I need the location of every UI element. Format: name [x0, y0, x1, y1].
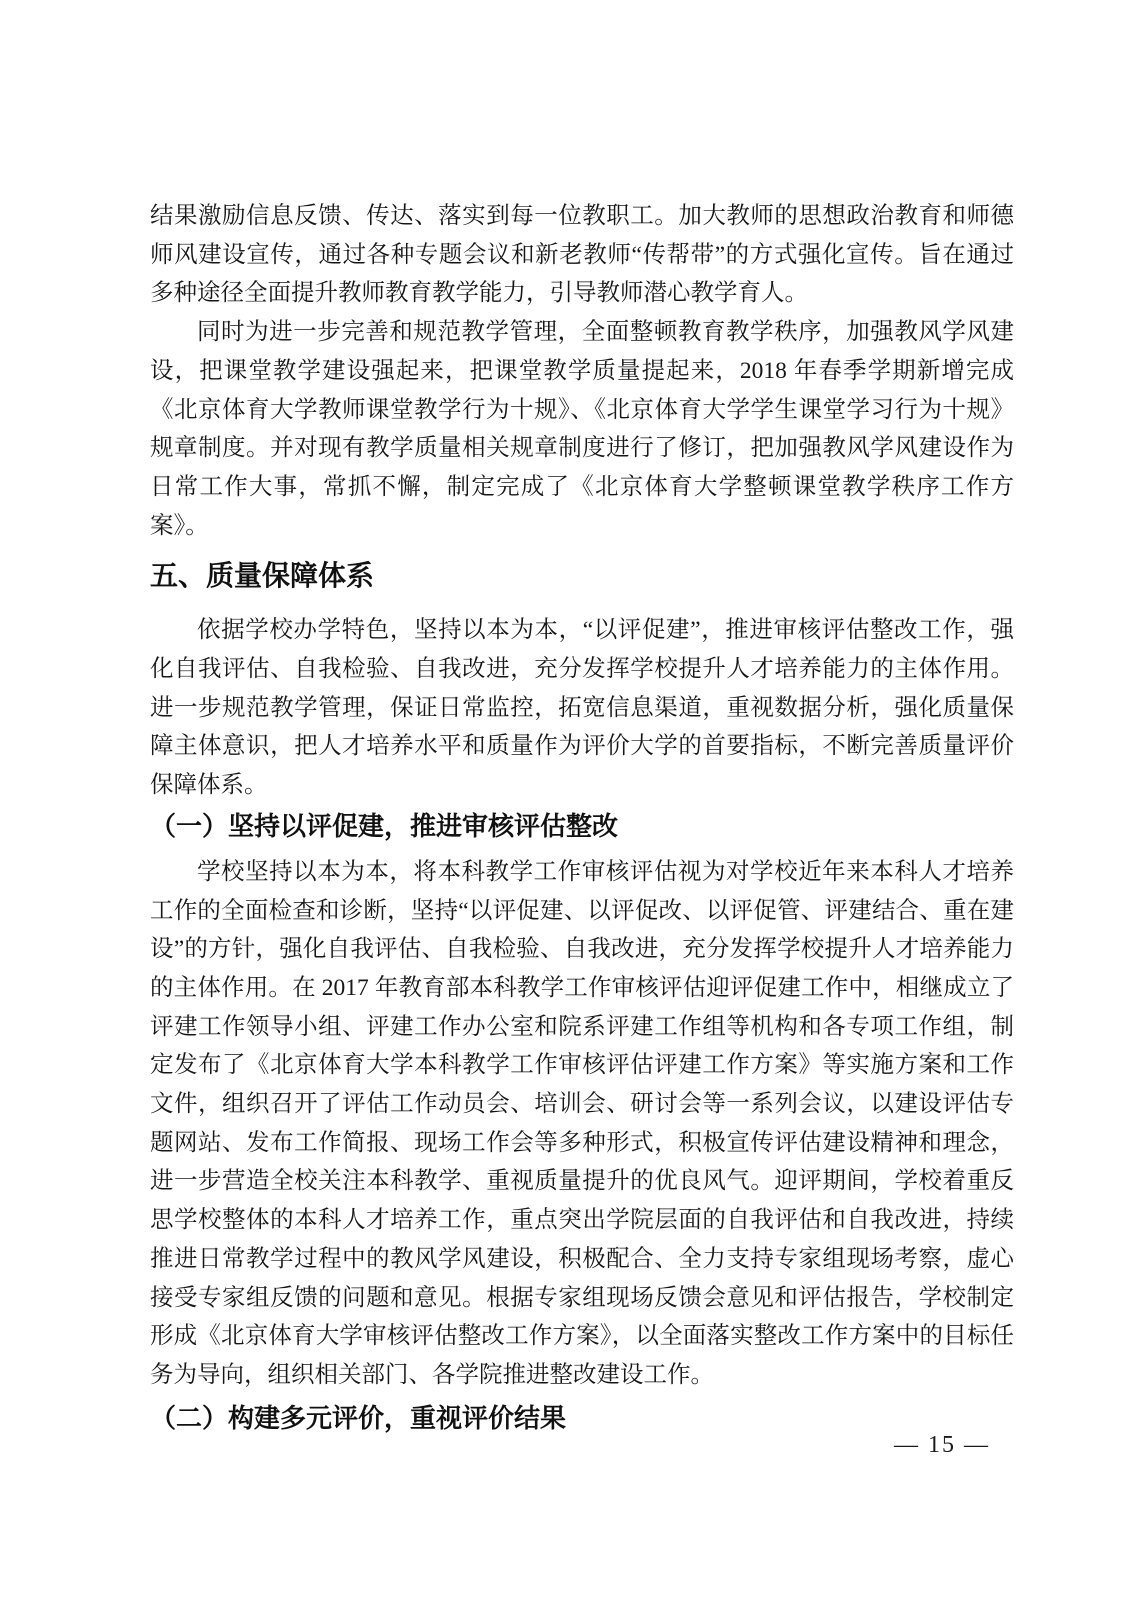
- heading-section-5-quality-assurance: 五、质量保障体系: [150, 560, 375, 592]
- document-content: [150, 197, 1014, 1435]
- page-number: — 15 —: [894, 1432, 990, 1458]
- heading-sub-1-evaluation-rectification: （一）坚持以评促建，推进审核评估整改: [150, 810, 619, 841]
- paragraph-continuation-teacher-ethics: 结果激励信息反馈、传达、落实到每一位教职工。加大教师的思想政治教育和师德师风建设宣传，通过各种专题会议和新老教师“传帮带”的方式强化宣传。旨在通过多种途径全面提升教师教育教学能力，引导教师潜心教学育人。: [150, 203, 1014, 307]
- paragraph-quality-assurance-overview: 依据学校办学特色，坚持以本为本，“以评促建”，推进审核评估整改工作，强化自我评估、自我检验、自我改进，充分发挥学校提升人才培养能力的主体作用。进一步规范教学管理，保证日常监控，拓宽信息渠道，重视数据分析，强化质量保障主体意识，把人才培养水平和质量作为评价大学的首要指标，不断完善质量评价保障体系。: [150, 617, 1014, 799]
- paragraph-audit-evaluation-work: 学校坚持以本为本，将本科教学工作审核评估视为对学校近年来本科人才培养工作的全面检查和诊断，坚持“以评促建、以评促改、以评促管、评建结合、重在建设”的方针，强化自我评估、自我检验、自我改进，充分发挥学校提升人才培养能力的主体作用。在 2017 年教育部本科教学工作审核评估迎评促建工作中，相继成立了评建工作领导小组、评建工作办公室和院系评建工作组等机构和各专项工作组，制定发布了《北京体育大学本科教学工作审核评估评建工作方案》等实施方案和工作文件，组织召开了评估工作动员会、培训会、研讨会等一系列会议，以建设评估专题网站、发布工作简报、现场工作会等多种形式，积极宣传评估建设精神和理念，进一步营造全校关注本科教学、重视质量提升的优良风气。迎评期间，学校着重反思学校整体的本科人才培养工作，重点突出学院层面的自我评估和自我改进，持续推进日常教学过程中的教风学风建设，积极配合、全力支持专家组现场考察，虚心接受专家组反馈的问题和意见。根据专家组现场反馈会意见和评估报告，学校制定形成《北京体育大学审核评估整改工作方案》，以全面落实整改工作方案中的目标任务为导向，组织相关部门、各学院推进整改建设工作。: [150, 858, 1014, 1388]
- paragraph-teaching-order-regulations: 同时为进一步完善和规范教学管理，全面整顿教育教学秩序，加强教风学风建设，把课堂教学建设强起来，把课堂教学质量提起来，2018 年春季学期新增完成《北京体育大学教师课堂教学行为十规》、《北京体育大学学生课堂学习行为十规》规章制度。并对现有教学质量相关规章制度进行了修订，把加强教风学风建设作为日常工作大事，常抓不懈，制定完成了《北京体育大学整顿课堂教学秩序工作方案》。: [150, 319, 1014, 539]
- heading-sub-2-diverse-evaluation: （二）构建多元评价，重视评价结果: [150, 1402, 567, 1433]
